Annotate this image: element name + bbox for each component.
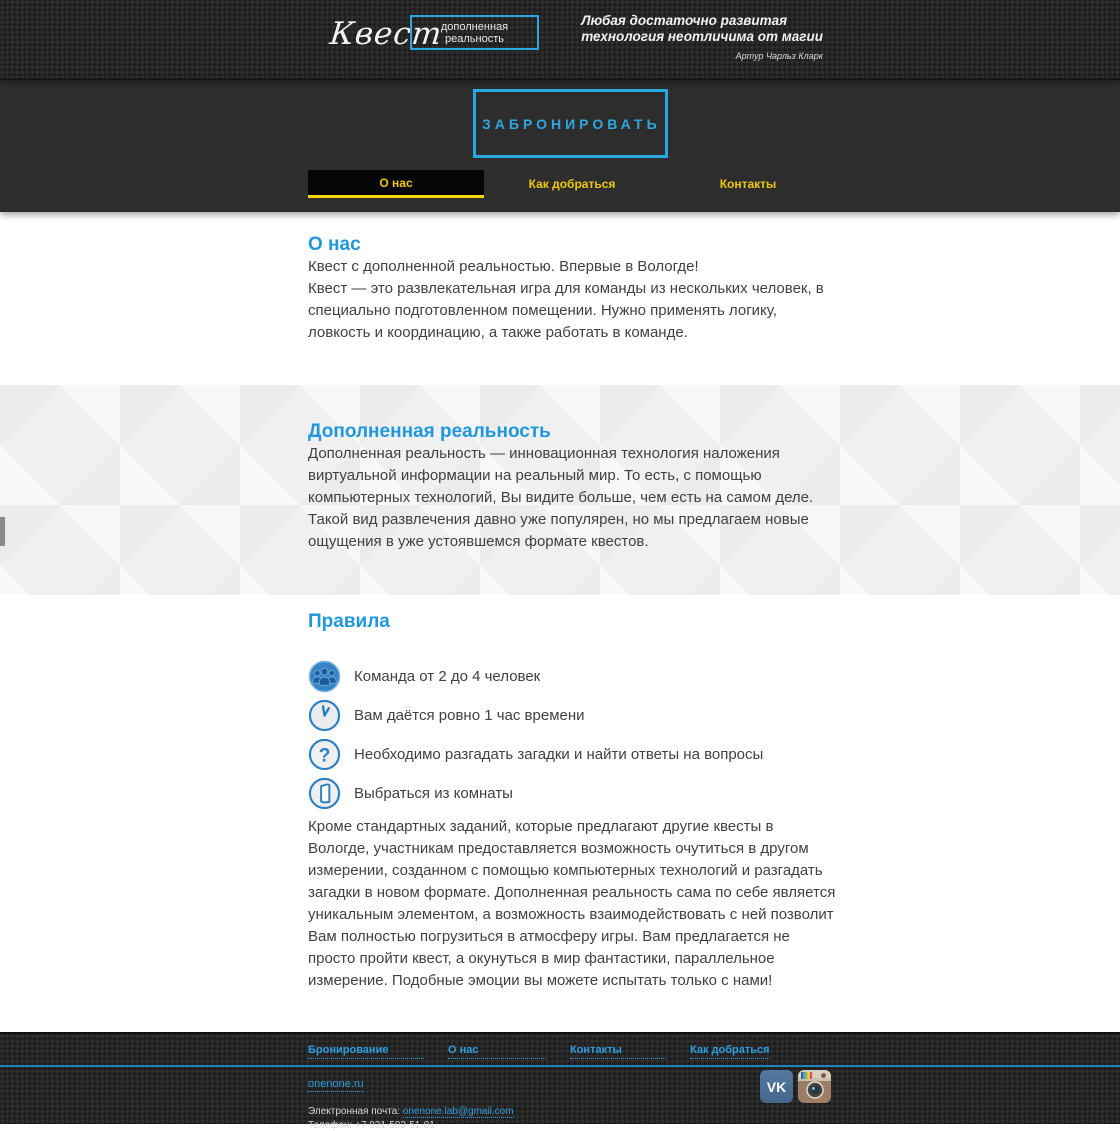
- rule-item-time: [308, 699, 836, 732]
- rule-text: Выбраться из комнаты: [354, 785, 513, 802]
- ar-title: Дополненная реальность: [308, 421, 551, 442]
- main-nav: [308, 170, 836, 198]
- rules-title: Правила: [308, 611, 390, 632]
- email-label: Электронная почта:: [308, 1106, 403, 1117]
- nav-tab-directions[interactable]: Как добраться: [528, 177, 616, 191]
- footer-links: [0, 1034, 1120, 1059]
- ar-paragraph-2: Такой вид развлечения давно уже популярен, но мы предлагаем новые ощущения в уже устоявшемся формате квестов.: [308, 511, 809, 550]
- about-title: О нас: [308, 234, 361, 255]
- instagram-icon[interactable]: [798, 1070, 831, 1103]
- header-top: [0, 0, 1120, 80]
- rule-item-riddles: [308, 738, 836, 771]
- question-icon: [308, 738, 341, 771]
- about-paragraph-1: Квест с дополненной реальностью. Впервые в Вологде!: [308, 258, 699, 275]
- about-paragraph-2: Квест — это развлекательная игра для команды из нескольких человек, в специально подготовленном помещении. Нужно применять логику, ловкость и координацию, а также работать в команде.: [308, 280, 824, 341]
- quote-line-2: технология неотличима от магии: [581, 29, 823, 44]
- footer-divider: [0, 1065, 1120, 1067]
- footer-link-about[interactable]: О нас: [448, 1044, 546, 1059]
- quote-line-1: Любая достаточно развитая: [581, 13, 788, 28]
- ar-paragraph-1: Дополненная реальность — инновационная технология наложения виртуальной информации на реальный мир. То есть, с помощью компьютерных технологий, Вы видите больше, чем есть на самом деле.: [308, 445, 814, 506]
- nav-tab-about[interactable]: О нас: [308, 170, 484, 198]
- rule-text: Команда от 2 до 4 человек: [354, 668, 541, 685]
- section-augmented-reality: [0, 385, 1120, 595]
- rule-text: Необходимо разгадать загадки и найти ответы на вопросы: [354, 746, 764, 763]
- rule-item-team: [308, 660, 836, 693]
- tagline-button[interactable]: дополненная реальность: [410, 15, 539, 50]
- rule-item-escape: [308, 777, 836, 810]
- rule-text: Вам даётся ровно 1 час времени: [354, 707, 585, 724]
- nav-tab-contacts[interactable]: Контакты: [719, 177, 777, 191]
- team-icon: [308, 660, 341, 693]
- svg-text:?: ?: [318, 744, 331, 767]
- footer-link-directions[interactable]: Как добраться: [690, 1044, 770, 1059]
- phone-line: Телефон: +7 931-503-51-01: [308, 1120, 435, 1131]
- site-link[interactable]: onenone.ru: [308, 1078, 364, 1090]
- email-link[interactable]: onenone.lab@gmail.com: [402, 1106, 514, 1117]
- door-icon: [308, 777, 341, 810]
- left-edge-marker: [0, 517, 5, 546]
- social-icons: [755, 1070, 831, 1103]
- footer-link-contacts[interactable]: Контакты: [570, 1044, 666, 1059]
- header-main: [0, 80, 1120, 212]
- footer: [0, 1032, 1120, 1131]
- email-line: [308, 1106, 514, 1117]
- clock-icon: [308, 699, 341, 732]
- vk-icon[interactable]: VK: [760, 1070, 793, 1103]
- header-quote: [581, 13, 823, 61]
- site-logo[interactable]: Квест: [328, 16, 445, 52]
- book-button[interactable]: ЗАБРОНИРОВАТЬ: [473, 89, 668, 158]
- quote-author: Артур Чарльз Кларк: [735, 51, 823, 61]
- rules-list: [308, 660, 836, 810]
- section-about: [0, 212, 1120, 385]
- footer-link-booking[interactable]: Бронирование: [308, 1044, 424, 1059]
- footer-contacts: [308, 1074, 514, 1131]
- rules-paragraph: Кроме стандартных заданий, которые предлагают другие квесты в Вологде, участникам предоставляется возможность очутиться в другом измерении, созданном с помощью компьютерных технологий и разгадать загадки в новом формате. Дополненная реальность сама по себе является уникальным элементом, а возможность взаимодействовать с ней позволит Вам полностью погрузиться в атмосферу игры. Вам предлагается не просто пройти квест, а окунуться в мир фантастики, параллельное измерение. Подобные эмоции вы можете испытать только с нами!: [308, 818, 836, 989]
- section-rules: [0, 595, 1120, 1032]
